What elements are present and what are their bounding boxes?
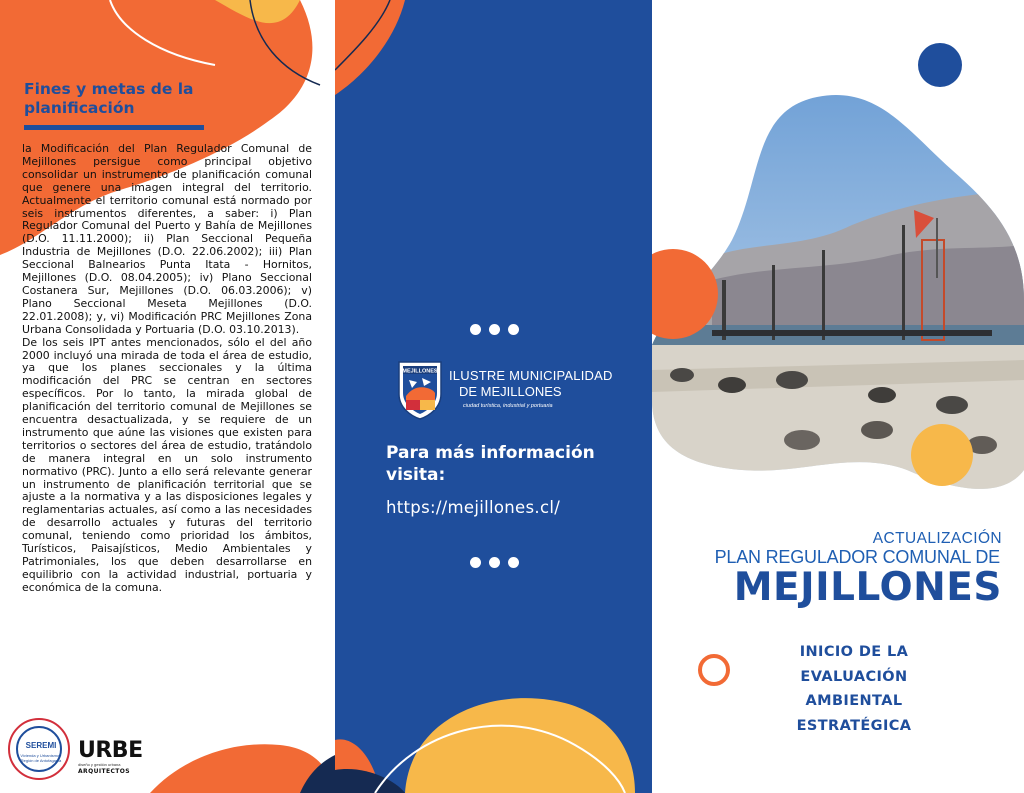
dot bbox=[489, 324, 500, 335]
municipality-tagline: ciudad turística, industrial y portuaria bbox=[463, 403, 553, 409]
dot bbox=[508, 324, 519, 335]
title-plan: PLAN REGULADOR COMUNAL DE bbox=[714, 547, 1000, 567]
heading-underline bbox=[24, 125, 204, 130]
municipality-crest-icon bbox=[397, 358, 443, 420]
crest-text: MEJILLONES bbox=[402, 368, 438, 375]
orange-wave-top bbox=[335, 0, 405, 95]
navy-blob-bottom bbox=[335, 769, 405, 793]
website-link[interactable]: https://mejillones.cl/ bbox=[386, 498, 561, 517]
dot bbox=[508, 557, 519, 568]
evaluation-heading bbox=[759, 640, 949, 738]
middle-panel bbox=[335, 0, 652, 793]
municipality-name-line1: ILUSTRE MUNICIPALIDAD bbox=[449, 368, 613, 383]
right-panel bbox=[652, 0, 1024, 793]
dot bbox=[470, 557, 481, 568]
info-heading: Para más información visita: bbox=[386, 443, 595, 485]
seremi-logo-word: SEREMI bbox=[25, 741, 57, 750]
body-text bbox=[22, 143, 312, 595]
body-paragraph-2: De los seis IPT antes mencionados, sólo el del año 2000 incluyó una mirada de toda el área de estudio, ya que los planes seccionales y la última modificación del PRC se centran en sectores específicos. Por lo tanto, la mirada global de planificación del territorio comunal de Mejillones se encuentra desactualizada, y se requiere de un instrumento que aúne las visiones que existen para territorios o sectores del área de estudio, tratándolo de manera integral en un solo instrumento normativo (PRC). Junto a ello será relevante generar un instrumento de planificación territorial que se ajuste a la normativa y a las disposiciones legales y reglamentarias actuales, así como a las necesidades de desarrollo actuales y futuras del territorio comunal, teniendo como prioridad los ámbitos, Turísticos, Paisajísticos, Medio Ambientales y Patrimoniales, los que deben desarrollarse en equilibrio con la actividad industrial, portuaria y económica de la comuna. bbox=[22, 335, 312, 594]
urbe-logo-word: URBE bbox=[78, 738, 143, 763]
yellow-blob-bottom bbox=[405, 698, 635, 793]
seremi-logo-ring bbox=[16, 726, 62, 772]
yellow-circle bbox=[911, 424, 973, 486]
municipality-logo bbox=[397, 358, 613, 420]
seremi-logo bbox=[8, 718, 70, 780]
evaluation-line-1: INICIO DE LA bbox=[799, 644, 909, 660]
left-panel bbox=[0, 0, 335, 793]
dot bbox=[470, 324, 481, 335]
dots-separator-top bbox=[470, 324, 519, 335]
orange-ring bbox=[700, 656, 728, 684]
municipality-name-line2: DE MEJILLONES bbox=[459, 384, 562, 399]
seremi-logo-subtitle: Vivienda y Urbanismo · Región de Antofagasta bbox=[20, 753, 62, 763]
title-update: ACTUALIZACIÓN bbox=[872, 530, 1002, 547]
dots-separator-bottom bbox=[470, 557, 519, 568]
urbe-logo-tagline: diseño y gestión urbana bbox=[78, 762, 121, 767]
body-paragraph-1: la Modificación del Plan Regulador Comunal de Mejillones persigue como principal objetivo consolidar un instrumento de planificación comunal que genere una imagen integral del territorio. Actualmente el territorio comunal está normado por seis instrumentos diferentes, a saber: i) Plan Regulador Comunal del Puerto y Bahía de Mejillones (D.O. 11.11.2000); ii) Plan Seccional Pequeña Industria de Mejillones (D.O. 22.06.2002); iii) Plan Seccional Balnearios Punta Itata - Hornitos, Mejillones (D.O. 08.04.2005); iv) Plano Seccional Costanera Sur, Mejillones (D.O. 06.03.2006); v) Plano Seccional Meseta Mejillones (D.O. 22.01.2008); y, vi) Modificación PRC Mejillones Zona Urbana Consolidada y Portuaria (D.O. 03.10.2013). bbox=[22, 142, 312, 336]
section-heading: Fines y metas de la planificación bbox=[24, 80, 194, 117]
navy-circle bbox=[918, 43, 962, 87]
evaluation-line-2: EVALUACIÓN bbox=[800, 668, 908, 685]
title-city: MEJILLONES bbox=[733, 565, 1002, 610]
urbe-logo bbox=[78, 740, 143, 775]
evaluation-line-4: ESTRATÉGICA bbox=[796, 717, 912, 734]
dot bbox=[489, 557, 500, 568]
evaluation-line-3: AMBIENTAL bbox=[805, 693, 903, 709]
urbe-logo-subtitle: ARQUITECTOS bbox=[78, 768, 130, 775]
